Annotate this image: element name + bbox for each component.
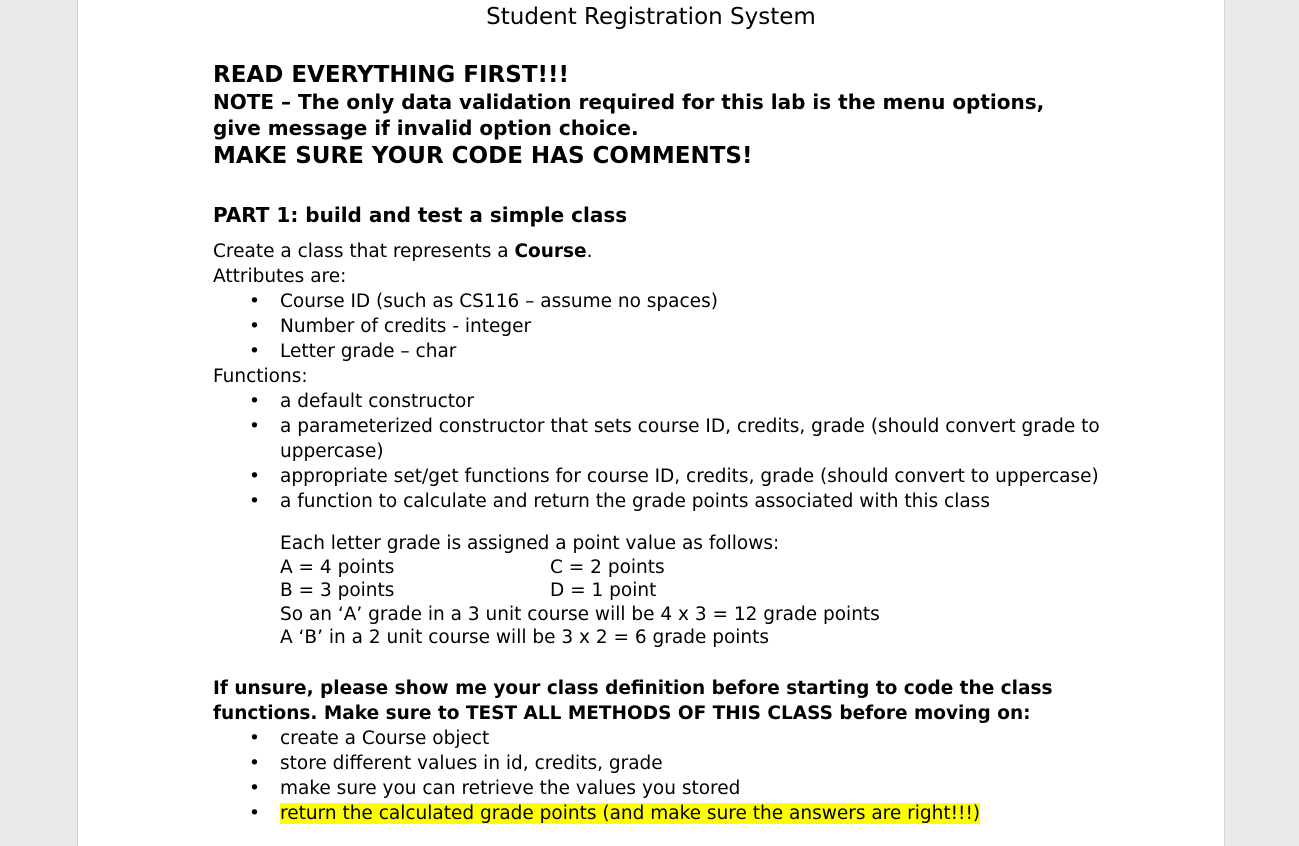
comments-notice: MAKE SURE YOUR CODE HAS COMMENTS!: [213, 143, 753, 169]
document-body: [213, 62, 1113, 824]
page-title: Student Registration System: [486, 4, 816, 30]
list-item: • a function to calculate and return the grade points associated with this class: [213, 489, 1113, 514]
list-item: • Course ID (such as CS116 – assume no spaces): [213, 289, 1113, 314]
document-page: [77, 0, 1225, 846]
grade-grid: [280, 556, 980, 603]
class-intro-text: Create a class that represents a: [213, 241, 515, 262]
part1-heading: PART 1: build and test a simple class: [213, 203, 628, 227]
part1-body: [213, 239, 1113, 514]
grade-points-table: [280, 532, 980, 650]
grade-c: C = 2 points: [550, 556, 665, 578]
points-intro: Each letter grade is assigned a point value as follows:: [280, 533, 780, 554]
class-intro-suffix: .: [586, 241, 593, 262]
list-item: • a default constructor: [213, 389, 1113, 414]
list-item: • make sure you can retrieve the values you stored: [213, 776, 1113, 801]
list-item: [213, 801, 1113, 826]
class-intro: [213, 239, 1113, 264]
read-first-notice: READ EVERYTHING FIRST!!!: [213, 62, 569, 88]
note-line-2: give message if invalid option choice.: [213, 116, 639, 140]
grade-a: A = 4 points: [280, 556, 395, 578]
note-line-1: NOTE – The only data validation required for this lab is the menu options,: [213, 90, 1045, 114]
attributes-list: [213, 289, 1113, 364]
functions-list: [213, 389, 1113, 514]
list-item-text: a parameterized constructor that sets course ID, credits, grade (should convert grade to: [280, 416, 1100, 437]
list-item: • Number of credits - integer: [213, 314, 1113, 339]
attributes-label: Attributes are:: [213, 266, 347, 287]
unsure-line-2: functions. Make sure to TEST ALL METHODS OF THIS CLASS before moving on:: [213, 703, 1031, 724]
tests-list: [213, 726, 1113, 826]
grade-d: D = 1 point: [550, 580, 657, 601]
list-item: [213, 414, 1113, 464]
grade-b: B = 3 points: [280, 580, 395, 601]
class-name: Course: [514, 241, 587, 262]
list-item: • Letter grade – char: [213, 339, 1113, 364]
list-item: • appropriate set/get functions for course ID, credits, grade (should convert to uppercase): [213, 464, 1113, 489]
list-item-text-continued: uppercase): [280, 441, 384, 462]
list-item: • create a Course object: [213, 726, 1113, 751]
example-2: A ‘B’ in a 2 unit course will be 3 x 2 = 6 grade points: [280, 627, 770, 648]
example-1: So an ‘A’ grade in a 3 unit course will be 4 x 3 = 12 grade points: [280, 603, 880, 625]
testing-section: [213, 676, 1113, 826]
list-item: • store different values in id, credits, grade: [213, 751, 1113, 776]
unsure-line-1: If unsure, please show me your class definition before starting to code the class: [213, 678, 1053, 699]
highlighted-text: return the calculated grade points (and make sure the answers are right!!!): [280, 803, 981, 824]
functions-label: Functions:: [213, 366, 308, 387]
